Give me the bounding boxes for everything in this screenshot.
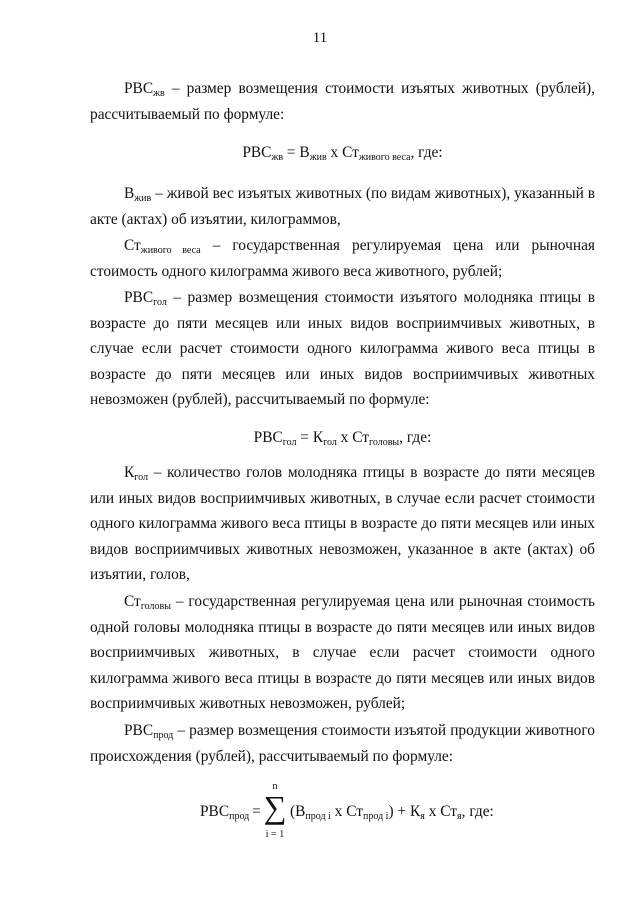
paragraph-text: – размер возмещения стоимости изъятого молодняка птицы в возрасте до пяти месяцев или иных видов восприимчивых животных, в случае если расчет стоимости одного килограмма живого веса птицы в возрасте до пяти месяцев или иных видов восприимчивых животных невозможен (рублей), рассчитываемый по формуле:: [90, 289, 595, 408]
symbol-subscript: гол: [153, 297, 167, 308]
symbol: В: [124, 185, 135, 202]
formula-subscript: я: [420, 811, 425, 822]
formula-term: (В: [290, 803, 306, 820]
formula-subscript: прод i: [305, 811, 331, 822]
paragraph-k-gol: [90, 460, 595, 588]
formula-term: , где:: [410, 144, 443, 161]
paragraph-rvs-prod: [90, 718, 595, 769]
formula-subscript: я: [457, 811, 462, 822]
summation-sign: ∑: [263, 789, 287, 825]
page-number: 11: [312, 30, 328, 46]
symbol-subscript: гол: [134, 472, 148, 483]
formula-term: , где:: [399, 429, 432, 446]
formula-term: = К: [296, 429, 324, 446]
formula-rvs-gol: [90, 425, 595, 451]
symbol-subscript: живого веса: [140, 245, 201, 256]
paragraph-rvs-gol: [90, 285, 595, 413]
formula-term: , где:: [461, 803, 494, 820]
symbol-subscript: жив: [134, 193, 152, 204]
formula-term: РВС: [200, 803, 230, 820]
formula-subscript: гол: [323, 437, 337, 448]
symbol: К: [124, 464, 135, 481]
formula-term: х Ст: [424, 803, 458, 820]
formula-lhs: [200, 803, 249, 821]
symbol: РВС: [124, 80, 154, 97]
paragraph-text: – государственная регулируемая цена или рыночная стоимость одной головы молодняка птицы в возрасте до пяти месяцев или иных видов восприимчивых животных, в случае если расчет стоимости одного килограмма живого веса птицы в возрасте до пяти месяцев или иных видов восприимчивых животных невозможен, рублей;: [90, 593, 595, 712]
formula-subscript: прод i: [363, 811, 389, 822]
formula-rhs: [290, 803, 494, 821]
paragraph-rvs-zhv: [90, 76, 595, 127]
summation-lower-limit: i = 1: [265, 829, 285, 840]
symbol: РВС: [124, 289, 154, 306]
formula-term: = В: [283, 144, 310, 161]
paragraph-text: – размер возмещения стоимости изъятой продукции животного происхождения (рублей), рассчитываемый по формуле:: [90, 722, 595, 765]
formula-subscript: живого веса: [358, 152, 411, 163]
formula-subscript: головы: [369, 437, 400, 448]
formula-rvs-zhv: [90, 140, 595, 166]
formula-term: РВС: [253, 429, 283, 446]
formula-term: ) + К: [388, 803, 421, 820]
formula-subscript: прод: [229, 811, 250, 822]
formula-subscript: жв: [271, 152, 284, 163]
symbol-subscript: жв: [153, 88, 165, 99]
paragraph-v-zhiv: [90, 181, 595, 232]
paragraph-st-zhivogo-vesa: [90, 233, 595, 284]
symbol-subscript: прод: [153, 730, 174, 741]
formula-term: РВС: [242, 144, 272, 161]
formula-term: х Ст: [336, 429, 369, 446]
symbol: Ст: [124, 237, 141, 254]
formula-subscript: жив: [309, 152, 327, 163]
formula-term: х Ст: [330, 803, 364, 820]
symbol: Ст: [124, 593, 141, 610]
symbol: РВС: [124, 722, 154, 739]
formula-equals: =: [252, 803, 261, 820]
paragraph-text: – государственная регулируемая цена или рыночная стоимость одного килограмма живого веса животного, рублей;: [90, 237, 595, 280]
paragraph-text: – живой вес изъятых животных (по видам животных), указанный в акте (актах) об изъятии, килограммов,: [90, 185, 595, 228]
paragraph-st-golovy: [90, 589, 595, 717]
paragraph-text: – размер возмещения стоимости изъятых животных (рублей), рассчитываемый по формуле:: [90, 80, 595, 123]
formula-term: х Ст: [326, 144, 359, 161]
paragraph-text: – количество голов молодняка птицы в возрасте до пяти месяцев или иных видов восприимчивых животных, в случае если расчет стоимости одного килограмма живого веса птицы в возрасте до пяти месяцев или иных видов восприимчивых животных невозможен, указанное в акте (актах) об изъятии, голов,: [90, 464, 595, 583]
symbol-subscript: головы: [140, 601, 171, 612]
formula-subscript: гол: [282, 437, 297, 448]
summation-upper-limit: n: [272, 781, 278, 792]
